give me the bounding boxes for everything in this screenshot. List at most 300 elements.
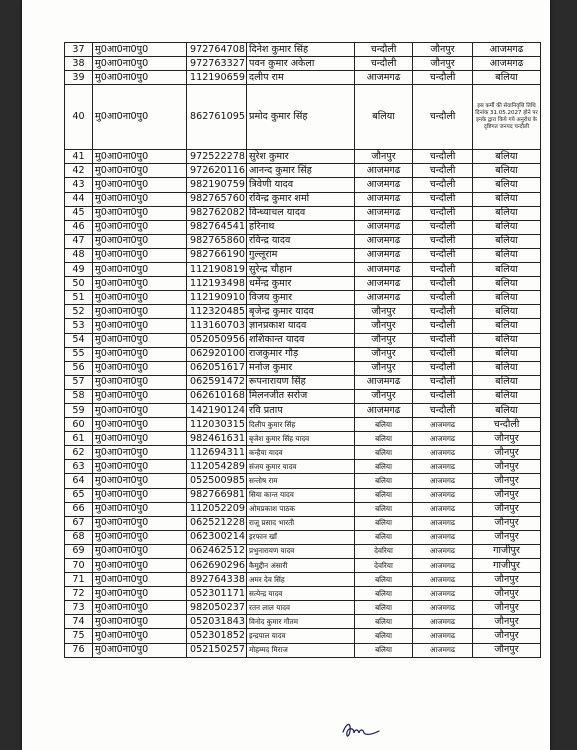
row-name-cell: इन्द्रपाल यादव bbox=[247, 629, 355, 643]
row-transfer-district-cell: जौनपुर bbox=[473, 601, 541, 615]
row-pno-cell: 972764708 bbox=[187, 43, 247, 57]
row-district-cell: आजमगढ bbox=[413, 544, 473, 558]
row-pno-cell: 062462512 bbox=[187, 544, 247, 558]
row-transfer-district-cell: आजमगढ bbox=[473, 57, 541, 71]
row-pno-cell: 982190759 bbox=[187, 178, 247, 192]
row-current-district-cell: आजमगढ bbox=[355, 234, 413, 248]
row-district-cell: चन्दौली bbox=[413, 85, 473, 150]
row-rank-cell: मु0आ0ना0पु0 bbox=[93, 248, 187, 262]
row-rank-cell: मु0आ0ना0पु0 bbox=[93, 389, 187, 403]
row-current-district-cell: आजमगढ bbox=[355, 375, 413, 389]
row-name-cell: शशिकान्त यादव bbox=[247, 333, 355, 347]
table-row bbox=[65, 206, 541, 220]
row-rank-cell: मु0आ0ना0पु0 bbox=[93, 164, 187, 178]
row-name-cell: रतन लाल यादव bbox=[247, 601, 355, 615]
row-serial-cell: 70 bbox=[65, 559, 93, 573]
row-name-cell: राजू प्रसाद भारती bbox=[247, 516, 355, 530]
row-pno-cell: 052301852 bbox=[187, 629, 247, 643]
row-name-cell: रविन्द्र कुमार शर्मा bbox=[247, 192, 355, 206]
row-current-district-cell: आजमगढ bbox=[355, 192, 413, 206]
row-pno-cell: 112190910 bbox=[187, 291, 247, 305]
table-row bbox=[65, 347, 541, 361]
row-serial-cell: 61 bbox=[65, 432, 93, 446]
row-pno-cell: 142190124 bbox=[187, 403, 247, 417]
table-body bbox=[65, 43, 541, 658]
row-name-cell: सुरेन्द्र चौहान bbox=[247, 263, 355, 277]
row-transfer-district-cell: इस कर्मी की सेवानिवृत्ति तिथि दिनांक 31.05.2027 होने पर इनके द्वारा किये गये अनुरोध के दृष्टिगत जनपद चन्दौली bbox=[473, 85, 541, 150]
row-name-cell: राजकुमार गौड़ bbox=[247, 347, 355, 361]
row-pno-cell: 062051617 bbox=[187, 361, 247, 375]
row-district-cell: आजमगढ bbox=[413, 474, 473, 488]
row-pno-cell: 112193498 bbox=[187, 277, 247, 291]
row-district-cell: चन्दौली bbox=[413, 277, 473, 291]
row-transfer-district-cell: आजमगढ bbox=[473, 43, 541, 57]
row-serial-cell: 44 bbox=[65, 192, 93, 206]
row-transfer-district-cell: बलिया bbox=[473, 403, 541, 417]
row-district-cell: आजमगढ bbox=[413, 643, 473, 657]
table-row bbox=[65, 361, 541, 375]
table-row bbox=[65, 418, 541, 432]
row-pno-cell: 982762082 bbox=[187, 206, 247, 220]
row-transfer-district-cell: बलिया bbox=[473, 389, 541, 403]
row-serial-cell: 73 bbox=[65, 601, 93, 615]
row-current-district-cell: बलिया bbox=[355, 432, 413, 446]
table-row bbox=[65, 615, 541, 629]
row-current-district-cell: बलिया bbox=[355, 587, 413, 601]
table-row bbox=[65, 643, 541, 657]
row-district-cell: चन्दौली bbox=[413, 403, 473, 417]
table-row bbox=[65, 291, 541, 305]
row-current-district-cell: बलिया bbox=[355, 502, 413, 516]
row-rank-cell: मु0आ0ना0पु0 bbox=[93, 403, 187, 417]
row-current-district-cell: बलिया bbox=[355, 460, 413, 474]
row-district-cell: आजमगढ bbox=[413, 573, 473, 587]
row-transfer-district-cell: गाजीपुर bbox=[473, 544, 541, 558]
table-row bbox=[65, 305, 541, 319]
table-row bbox=[65, 43, 541, 57]
row-name-cell: संजय कुमार यादव bbox=[247, 460, 355, 474]
row-rank-cell: मु0आ0ना0पु0 bbox=[93, 361, 187, 375]
row-rank-cell: मु0आ0ना0पु0 bbox=[93, 629, 187, 643]
row-serial-cell: 52 bbox=[65, 305, 93, 319]
row-pno-cell: 112320485 bbox=[187, 305, 247, 319]
row-current-district-cell: बलिया bbox=[355, 643, 413, 657]
row-pno-cell: 052150257 bbox=[187, 643, 247, 657]
row-serial-cell: 71 bbox=[65, 573, 93, 587]
table-row bbox=[65, 530, 541, 544]
row-serial-cell: 51 bbox=[65, 291, 93, 305]
row-name-cell: विजय कुमार bbox=[247, 291, 355, 305]
row-name-cell: मनोज कुमार bbox=[247, 361, 355, 375]
row-name-cell: बृजेश कुमार सिंह यादव bbox=[247, 432, 355, 446]
row-current-district-cell: जौनपुर bbox=[355, 305, 413, 319]
row-district-cell: आजमगढ bbox=[413, 587, 473, 601]
row-transfer-district-cell: बलिया bbox=[473, 319, 541, 333]
row-serial-cell: 46 bbox=[65, 220, 93, 234]
row-transfer-district-cell: बलिया bbox=[473, 206, 541, 220]
row-district-cell: चन्दौली bbox=[413, 206, 473, 220]
table-row bbox=[65, 403, 541, 417]
row-pno-cell: 062610168 bbox=[187, 389, 247, 403]
table-row bbox=[65, 559, 541, 573]
table-row bbox=[65, 234, 541, 248]
row-pno-cell: 112052209 bbox=[187, 502, 247, 516]
row-rank-cell: मु0आ0ना0पु0 bbox=[93, 446, 187, 460]
row-district-cell: चन्दौली bbox=[413, 305, 473, 319]
row-current-district-cell: आजमगढ bbox=[355, 164, 413, 178]
row-serial-cell: 37 bbox=[65, 43, 93, 57]
row-serial-cell: 49 bbox=[65, 263, 93, 277]
row-serial-cell: 69 bbox=[65, 544, 93, 558]
row-district-cell: चन्दौली bbox=[413, 319, 473, 333]
row-pno-cell: 062591472 bbox=[187, 375, 247, 389]
row-current-district-cell: चन्दौली bbox=[355, 43, 413, 57]
row-current-district-cell: आजमगढ bbox=[355, 263, 413, 277]
row-name-cell: दिलीप कुमार सिंह bbox=[247, 418, 355, 432]
table-row bbox=[65, 375, 541, 389]
row-district-cell: आजमगढ bbox=[413, 629, 473, 643]
row-serial-cell: 64 bbox=[65, 474, 93, 488]
row-pno-cell: 112694311 bbox=[187, 446, 247, 460]
row-name-cell: त्रिवेणी यादव bbox=[247, 178, 355, 192]
row-district-cell: चन्दौली bbox=[413, 71, 473, 85]
row-current-district-cell: आजमगढ bbox=[355, 178, 413, 192]
row-transfer-district-cell: बलिया bbox=[473, 361, 541, 375]
row-current-district-cell: जौनपुर bbox=[355, 150, 413, 164]
table-row bbox=[65, 446, 541, 460]
row-district-cell: आजमगढ bbox=[413, 516, 473, 530]
row-pno-cell: 062300214 bbox=[187, 530, 247, 544]
row-current-district-cell: आजमगढ bbox=[355, 277, 413, 291]
row-transfer-district-cell: बलिया bbox=[473, 291, 541, 305]
row-name-cell: कन्हैया यादव bbox=[247, 446, 355, 460]
row-name-cell: बृजेन्द्र कुमार यादव bbox=[247, 305, 355, 319]
row-transfer-district-cell: बलिया bbox=[473, 234, 541, 248]
row-pno-cell: 862761095 bbox=[187, 85, 247, 150]
row-transfer-district-cell: जौनपुर bbox=[473, 446, 541, 460]
row-serial-cell: 67 bbox=[65, 516, 93, 530]
row-district-cell: आजमगढ bbox=[413, 446, 473, 460]
row-pno-cell: 052050956 bbox=[187, 333, 247, 347]
transfer-list-table bbox=[64, 42, 541, 658]
document-page bbox=[22, 0, 550, 750]
row-serial-cell: 62 bbox=[65, 446, 93, 460]
row-current-district-cell: बलिया bbox=[355, 530, 413, 544]
row-serial-cell: 47 bbox=[65, 234, 93, 248]
row-rank-cell: मु0आ0ना0पु0 bbox=[93, 643, 187, 657]
row-rank-cell: मु0आ0ना0पु0 bbox=[93, 85, 187, 150]
row-name-cell: सन्तोष राम bbox=[247, 474, 355, 488]
row-district-cell: चन्दौली bbox=[413, 347, 473, 361]
table-row bbox=[65, 248, 541, 262]
row-transfer-district-cell: जौनपुर bbox=[473, 530, 541, 544]
table-row bbox=[65, 71, 541, 85]
row-name-cell: मिलनजीत सरोज bbox=[247, 389, 355, 403]
row-transfer-district-cell: जौनपुर bbox=[473, 460, 541, 474]
row-name-cell: प्रभुनारायण यादव bbox=[247, 544, 355, 558]
table-row bbox=[65, 389, 541, 403]
row-transfer-district-cell: जौनपुर bbox=[473, 573, 541, 587]
table-row bbox=[65, 587, 541, 601]
row-district-cell: चन्दौली bbox=[413, 361, 473, 375]
row-current-district-cell: आजमगढ bbox=[355, 206, 413, 220]
row-name-cell: रवि प्रताप bbox=[247, 403, 355, 417]
row-district-cell: चन्दौली bbox=[413, 192, 473, 206]
row-current-district-cell: बलिया bbox=[355, 488, 413, 502]
row-current-district-cell: आजमगढ bbox=[355, 220, 413, 234]
row-pno-cell: 062690296 bbox=[187, 559, 247, 573]
row-transfer-district-cell: बलिया bbox=[473, 220, 541, 234]
row-pno-cell: 113160703 bbox=[187, 319, 247, 333]
row-serial-cell: 59 bbox=[65, 403, 93, 417]
row-district-cell: आजमगढ bbox=[413, 559, 473, 573]
row-pno-cell: 982766981 bbox=[187, 488, 247, 502]
row-rank-cell: मु0आ0ना0पु0 bbox=[93, 206, 187, 220]
row-rank-cell: मु0आ0ना0पु0 bbox=[93, 432, 187, 446]
row-pno-cell: 112190659 bbox=[187, 71, 247, 85]
row-current-district-cell: बलिया bbox=[355, 573, 413, 587]
row-transfer-district-cell: बलिया bbox=[473, 333, 541, 347]
row-pno-cell: 982766190 bbox=[187, 248, 247, 262]
row-district-cell: चन्दौली bbox=[413, 248, 473, 262]
row-rank-cell: मु0आ0ना0पु0 bbox=[93, 57, 187, 71]
table-row bbox=[65, 502, 541, 516]
row-serial-cell: 40 bbox=[65, 85, 93, 150]
table-row bbox=[65, 601, 541, 615]
row-name-cell: ज्ञानप्रकाश यादव bbox=[247, 319, 355, 333]
row-rank-cell: मु0आ0ना0पु0 bbox=[93, 502, 187, 516]
row-transfer-district-cell: जौनपुर bbox=[473, 432, 541, 446]
row-rank-cell: मु0आ0ना0पु0 bbox=[93, 559, 187, 573]
row-serial-cell: 74 bbox=[65, 615, 93, 629]
row-name-cell: दलीप राम bbox=[247, 71, 355, 85]
row-current-district-cell: बलिया bbox=[355, 418, 413, 432]
table-row bbox=[65, 192, 541, 206]
signature-mark bbox=[340, 718, 382, 742]
row-transfer-district-cell: बलिया bbox=[473, 248, 541, 262]
row-rank-cell: मु0आ0ना0पु0 bbox=[93, 333, 187, 347]
row-rank-cell: मु0आ0ना0पु0 bbox=[93, 516, 187, 530]
row-transfer-district-cell: जौनपुर bbox=[473, 615, 541, 629]
row-name-cell: गुल्लूराम bbox=[247, 248, 355, 262]
table-row bbox=[65, 319, 541, 333]
table-row bbox=[65, 85, 541, 150]
row-pno-cell: 982765760 bbox=[187, 192, 247, 206]
table-row bbox=[65, 432, 541, 446]
row-transfer-district-cell: बलिया bbox=[473, 347, 541, 361]
row-current-district-cell: आजमगढ bbox=[355, 403, 413, 417]
row-current-district-cell: बलिया bbox=[355, 601, 413, 615]
row-district-cell: चन्दौली bbox=[413, 220, 473, 234]
row-current-district-cell: बलिया bbox=[355, 629, 413, 643]
row-name-cell: रविन्द्र यादव bbox=[247, 234, 355, 248]
row-name-cell: कैमुद्दीन अंसारी bbox=[247, 559, 355, 573]
row-serial-cell: 63 bbox=[65, 460, 93, 474]
table-row bbox=[65, 220, 541, 234]
table-row bbox=[65, 516, 541, 530]
row-rank-cell: मु0आ0ना0पु0 bbox=[93, 587, 187, 601]
row-name-cell: दिनेश कुमार सिंह bbox=[247, 43, 355, 57]
row-transfer-district-cell: जौनपुर bbox=[473, 502, 541, 516]
row-district-cell: जौनपुर bbox=[413, 43, 473, 57]
row-name-cell: सुरेश कुमार bbox=[247, 150, 355, 164]
row-serial-cell: 65 bbox=[65, 488, 93, 502]
row-district-cell: चन्दौली bbox=[413, 389, 473, 403]
row-rank-cell: मु0आ0ना0पु0 bbox=[93, 220, 187, 234]
row-rank-cell: मु0आ0ना0पु0 bbox=[93, 418, 187, 432]
row-serial-cell: 75 bbox=[65, 629, 93, 643]
row-current-district-cell: बलिया bbox=[355, 474, 413, 488]
row-name-cell: अमर देव सिंह bbox=[247, 573, 355, 587]
table-row bbox=[65, 488, 541, 502]
row-district-cell: चन्दौली bbox=[413, 291, 473, 305]
row-rank-cell: मु0आ0ना0पु0 bbox=[93, 474, 187, 488]
row-rank-cell: मु0आ0ना0पु0 bbox=[93, 291, 187, 305]
row-name-cell: धर्मेन्द्र कुमार bbox=[247, 277, 355, 291]
row-district-cell: चन्दौली bbox=[413, 234, 473, 248]
row-name-cell: आनन्द कुमार सिंह bbox=[247, 164, 355, 178]
row-pno-cell: 062920100 bbox=[187, 347, 247, 361]
row-current-district-cell: बलिया bbox=[355, 85, 413, 150]
row-transfer-district-cell: गाजीपुर bbox=[473, 559, 541, 573]
row-district-cell: चन्दौली bbox=[413, 178, 473, 192]
row-transfer-district-cell: बलिया bbox=[473, 164, 541, 178]
row-district-cell: आजमगढ bbox=[413, 432, 473, 446]
row-pno-cell: 112030315 bbox=[187, 418, 247, 432]
row-transfer-district-cell: जौनपुर bbox=[473, 587, 541, 601]
row-name-cell: ओमप्रकाश पाठक bbox=[247, 502, 355, 516]
row-pno-cell: 982765860 bbox=[187, 234, 247, 248]
row-rank-cell: मु0आ0ना0पु0 bbox=[93, 178, 187, 192]
row-district-cell: चन्दौली bbox=[413, 164, 473, 178]
row-district-cell: आजमगढ bbox=[413, 418, 473, 432]
row-current-district-cell: जौनपुर bbox=[355, 347, 413, 361]
row-current-district-cell: देवरिया bbox=[355, 544, 413, 558]
row-pno-cell: 972620116 bbox=[187, 164, 247, 178]
row-district-cell: चन्दौली bbox=[413, 333, 473, 347]
row-current-district-cell: जौनपुर bbox=[355, 333, 413, 347]
row-transfer-district-cell: बलिया bbox=[473, 277, 541, 291]
row-name-cell: सिया कान्त यादव bbox=[247, 488, 355, 502]
row-serial-cell: 45 bbox=[65, 206, 93, 220]
row-name-cell: विनोद कुमार गौतम bbox=[247, 615, 355, 629]
row-transfer-district-cell: जौनपुर bbox=[473, 629, 541, 643]
row-transfer-district-cell: बलिया bbox=[473, 305, 541, 319]
row-current-district-cell: आजमगढ bbox=[355, 291, 413, 305]
row-current-district-cell: जौनपुर bbox=[355, 389, 413, 403]
row-serial-cell: 66 bbox=[65, 502, 93, 516]
table-row bbox=[65, 164, 541, 178]
row-rank-cell: मु0आ0ना0पु0 bbox=[93, 530, 187, 544]
table-row bbox=[65, 277, 541, 291]
row-name-cell: प्रमोद कुमार सिंह bbox=[247, 85, 355, 150]
row-name-cell: पवन कुमार अकेला bbox=[247, 57, 355, 71]
row-name-cell: विन्ध्याचल यादव bbox=[247, 206, 355, 220]
row-district-cell: आजमगढ bbox=[413, 615, 473, 629]
row-pno-cell: 052301171 bbox=[187, 587, 247, 601]
row-transfer-district-cell: बलिया bbox=[473, 192, 541, 206]
row-rank-cell: मु0आ0ना0पु0 bbox=[93, 277, 187, 291]
row-district-cell: आजमगढ bbox=[413, 601, 473, 615]
row-district-cell: चन्दौली bbox=[413, 150, 473, 164]
row-current-district-cell: आजमगढ bbox=[355, 248, 413, 262]
row-current-district-cell: बलिया bbox=[355, 615, 413, 629]
row-transfer-district-cell: चन्दौली bbox=[473, 418, 541, 432]
row-name-cell: हरिनाथ bbox=[247, 220, 355, 234]
row-serial-cell: 48 bbox=[65, 248, 93, 262]
row-pno-cell: 972522278 bbox=[187, 150, 247, 164]
row-rank-cell: मु0आ0ना0पु0 bbox=[93, 305, 187, 319]
row-rank-cell: मु0आ0ना0पु0 bbox=[93, 234, 187, 248]
row-serial-cell: 38 bbox=[65, 57, 93, 71]
row-name-cell: मोहम्मद मिराज bbox=[247, 643, 355, 657]
row-name-cell: इरफान खाँ bbox=[247, 530, 355, 544]
row-name-cell: रूपनारायण सिंह bbox=[247, 375, 355, 389]
row-pno-cell: 892764338 bbox=[187, 573, 247, 587]
table-row bbox=[65, 150, 541, 164]
row-serial-cell: 57 bbox=[65, 375, 93, 389]
row-rank-cell: मु0आ0ना0पु0 bbox=[93, 375, 187, 389]
row-rank-cell: मु0आ0ना0पु0 bbox=[93, 544, 187, 558]
row-district-cell: चन्दौली bbox=[413, 263, 473, 277]
row-rank-cell: मु0आ0ना0पु0 bbox=[93, 192, 187, 206]
table-row bbox=[65, 474, 541, 488]
row-pno-cell: 972763327 bbox=[187, 57, 247, 71]
row-serial-cell: 60 bbox=[65, 418, 93, 432]
row-pno-cell: 052500985 bbox=[187, 474, 247, 488]
row-serial-cell: 42 bbox=[65, 164, 93, 178]
row-current-district-cell: चन्दौली bbox=[355, 57, 413, 71]
row-transfer-district-cell: जौनपुर bbox=[473, 488, 541, 502]
row-district-cell: आजमगढ bbox=[413, 460, 473, 474]
row-serial-cell: 55 bbox=[65, 347, 93, 361]
row-transfer-district-cell: बलिया bbox=[473, 71, 541, 85]
row-transfer-district-cell: बलिया bbox=[473, 178, 541, 192]
row-rank-cell: मु0आ0ना0पु0 bbox=[93, 615, 187, 629]
row-transfer-district-cell: बलिया bbox=[473, 263, 541, 277]
row-rank-cell: मु0आ0ना0पु0 bbox=[93, 601, 187, 615]
row-current-district-cell: आजमगढ bbox=[355, 71, 413, 85]
row-transfer-district-cell: बलिया bbox=[473, 150, 541, 164]
row-pno-cell: 112190819 bbox=[187, 263, 247, 277]
table-row bbox=[65, 263, 541, 277]
row-transfer-district-cell: जौनपुर bbox=[473, 643, 541, 657]
row-district-cell: आजमगढ bbox=[413, 530, 473, 544]
table-row bbox=[65, 178, 541, 192]
row-rank-cell: मु0आ0ना0पु0 bbox=[93, 460, 187, 474]
row-pno-cell: 112054289 bbox=[187, 460, 247, 474]
row-name-cell: सत्येन्द्र यादव bbox=[247, 587, 355, 601]
row-rank-cell: मु0आ0ना0पु0 bbox=[93, 263, 187, 277]
row-rank-cell: मु0आ0ना0पु0 bbox=[93, 150, 187, 164]
row-current-district-cell: जौनपुर bbox=[355, 361, 413, 375]
row-serial-cell: 58 bbox=[65, 389, 93, 403]
row-current-district-cell: देवरिया bbox=[355, 559, 413, 573]
row-serial-cell: 50 bbox=[65, 277, 93, 291]
row-transfer-district-cell: बलिया bbox=[473, 375, 541, 389]
row-current-district-cell: जौनपुर bbox=[355, 319, 413, 333]
row-serial-cell: 39 bbox=[65, 71, 93, 85]
table-row bbox=[65, 573, 541, 587]
row-pno-cell: 062521228 bbox=[187, 516, 247, 530]
row-transfer-district-cell: जौनपुर bbox=[473, 474, 541, 488]
table-row bbox=[65, 544, 541, 558]
row-transfer-district-cell: जौनपुर bbox=[473, 516, 541, 530]
row-serial-cell: 56 bbox=[65, 361, 93, 375]
row-pno-cell: 982050237 bbox=[187, 601, 247, 615]
row-pno-cell: 982764541 bbox=[187, 220, 247, 234]
row-district-cell: जौनपुर bbox=[413, 57, 473, 71]
